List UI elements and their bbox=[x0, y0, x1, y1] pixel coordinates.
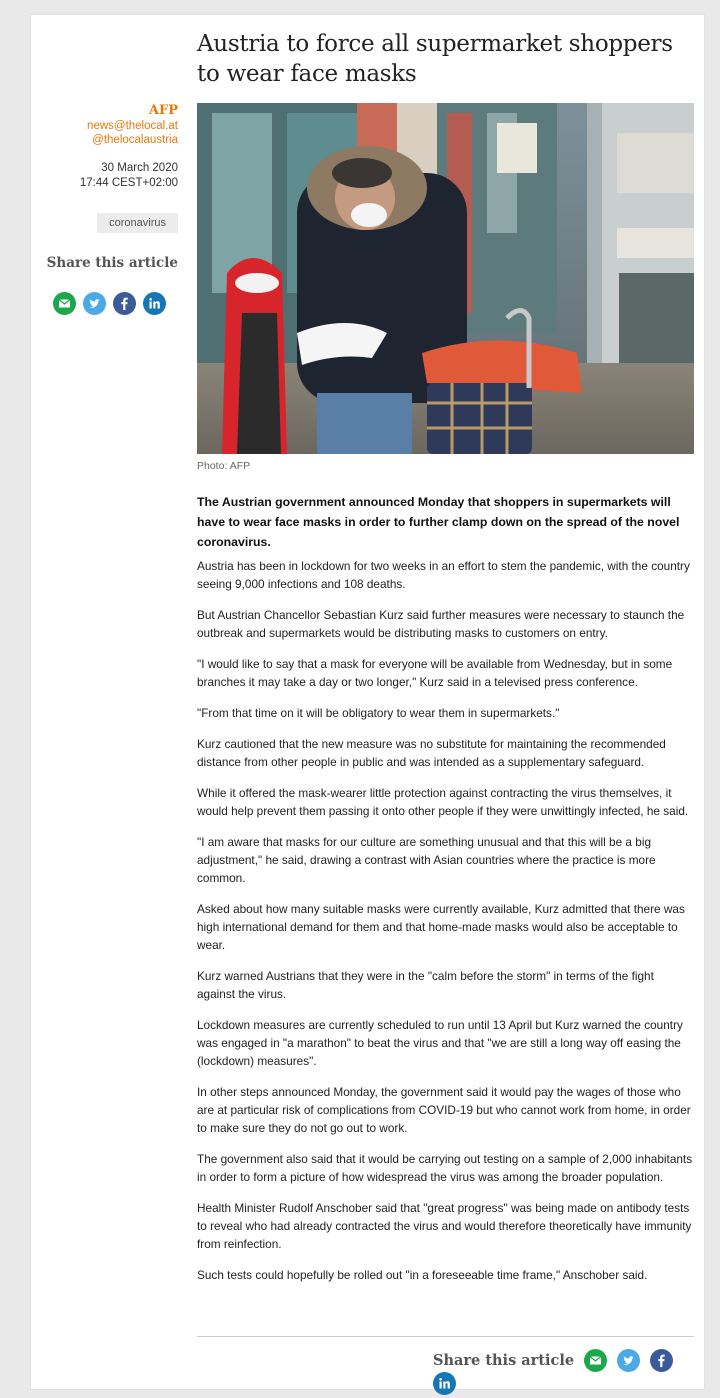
paragraph: But Austrian Chancellor Sebastian Kurz said further measures were necessary to staunch the outbreak and supermarkets would be distributing masks to customers on entry. bbox=[197, 608, 685, 640]
share-bar-bottom bbox=[433, 1349, 704, 1395]
share-icons-side bbox=[53, 292, 173, 315]
share-heading-bottom: Share this article bbox=[433, 1352, 575, 1369]
author-name[interactable]: AFP bbox=[148, 103, 178, 118]
share-heading: Share this article bbox=[46, 255, 178, 271]
publish-date-time: 17:44 CEST+02:00 bbox=[79, 177, 178, 189]
linkedin-icon[interactable] bbox=[433, 1372, 456, 1395]
paragraph: The government also said that it would be carrying out testing on a sample of 2,000 inhabitants in order to form a picture of how widespread the virus was among the broader population. bbox=[197, 1152, 693, 1184]
paragraph: Such tests could hopefully be rolled out "in a foreseeable time frame," Anschober said. bbox=[197, 1268, 648, 1282]
paragraph: Kurz warned Austrians that they were in the "calm before the storm" in terms of the fight against the virus. bbox=[197, 969, 654, 1001]
email-icon[interactable] bbox=[53, 292, 76, 315]
article-photo bbox=[197, 103, 694, 454]
facebook-icon[interactable] bbox=[650, 1349, 673, 1372]
facebook-icon[interactable] bbox=[113, 292, 136, 315]
paragraph: In other steps announced Monday, the government said it would pay the wages of those who are at particular risk of complications from COVID-19 but who cannot work from home, in order to make sure they do not go out to work. bbox=[197, 1085, 691, 1135]
paragraph: Austria has been in lockdown for two weeks in an effort to stem the pandemic, with the country seeing 9,000 infections and 108 deaths. bbox=[197, 559, 690, 591]
article-body bbox=[197, 492, 694, 1297]
paragraph: "I am aware that masks for our culture are something unusual and that this will be a big adjustment," he said, drawing a contrast with Asian countries where the practice is more common. bbox=[197, 835, 656, 885]
paragraph: "I would like to say that a mask for everyone will be available from Wednesday, but in some branches it may take a day or two longer," Kurz said in a televised press conference. bbox=[197, 657, 673, 689]
email-icon[interactable] bbox=[584, 1349, 607, 1372]
topic-tag[interactable]: coronavirus bbox=[97, 213, 178, 233]
paragraph: Health Minister Rudolf Anschober said that "great progress" was being made on antibody tests to reveal who had already contracted the virus and would therefore theoretically have immunity from reinfection. bbox=[197, 1201, 692, 1251]
article-lead: The Austrian government announced Monday that shoppers in supermarkets will have to wear face masks in order to further clamp down on the spread of the novel coronavirus. bbox=[197, 495, 680, 549]
publish-date bbox=[31, 161, 178, 191]
publish-date-day: 30 March 2020 bbox=[101, 162, 178, 174]
page-title: Austria to force all supermarket shoppers to wear face masks bbox=[197, 31, 673, 87]
divider bbox=[197, 1336, 694, 1337]
twitter-icon[interactable] bbox=[617, 1349, 640, 1372]
photo-caption: Photo: AFP bbox=[197, 460, 251, 472]
paragraph: Asked about how many suitable masks were currently available, Kurz admitted that there was high international demand for them and that home-made masks would also be acceptable to wear. bbox=[197, 902, 685, 952]
author-email-link[interactable]: news@thelocal.at bbox=[87, 120, 178, 132]
article-meta bbox=[31, 103, 178, 271]
linkedin-icon[interactable] bbox=[143, 292, 166, 315]
article-page bbox=[30, 14, 705, 1390]
paragraph: "From that time on it will be obligatory to wear them in supermarkets." bbox=[197, 706, 560, 720]
author-twitter-link[interactable]: @thelocalaustria bbox=[92, 134, 178, 146]
twitter-icon[interactable] bbox=[83, 292, 106, 315]
paragraph: Lockdown measures are currently scheduled to run until 13 April but Kurz warned the country was engaged in "a marathon" to beat the virus and that "we are still a long way off easing the (lockdown) measures". bbox=[197, 1018, 683, 1068]
paragraph: While it offered the mask-wearer little protection against contracting the virus themselves, it would help prevent them passing it onto other people if they were unwittingly infected, he said. bbox=[197, 786, 689, 818]
paragraph: Kurz cautioned that the new measure was no substitute for maintaining the recommended distance from other people in public and was intended as a supplementary safeguard. bbox=[197, 737, 666, 769]
